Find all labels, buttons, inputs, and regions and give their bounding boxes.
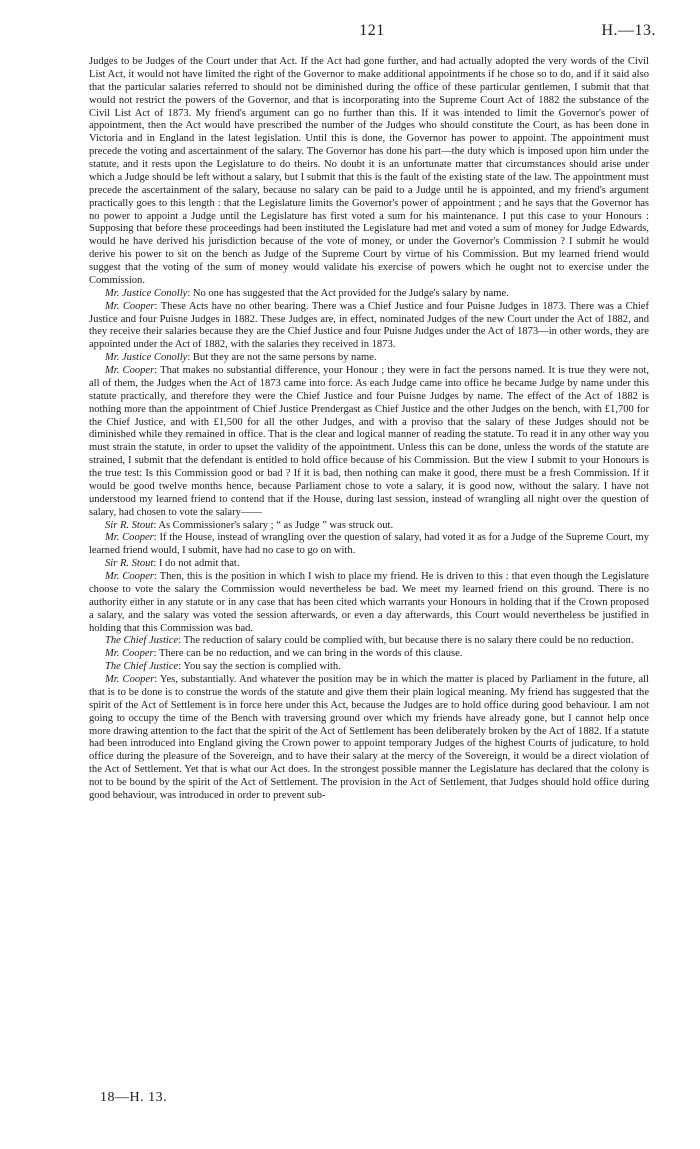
transcript-paragraph xyxy=(89,301,649,353)
transcript-paragraph xyxy=(89,352,649,365)
speaker-name: Mr. Cooper xyxy=(105,648,154,660)
document-reference: H.—13. xyxy=(601,22,656,39)
speaker-name: Sir R. Stout xyxy=(105,558,154,570)
speaker-name: The Chief Justice xyxy=(105,635,179,647)
speaker-name: Mr. Justice Conolly xyxy=(105,287,188,299)
speaker-name: Mr. Justice Conolly xyxy=(105,352,188,364)
transcript-paragraph xyxy=(89,571,649,635)
paragraph-text: : As Commissioner's salary ; “ as Judge ” was struck out. xyxy=(153,519,394,531)
printer-signature: 18—H. 13. xyxy=(100,1090,168,1105)
paragraph-text: : But they are not the same persons by name. xyxy=(187,352,377,364)
speaker-name: Mr. Cooper xyxy=(105,300,155,312)
speaker-name: Sir R. Stout xyxy=(105,519,154,531)
transcript-paragraph xyxy=(89,288,649,301)
paragraph-text: : No one has suggested that the Act provided for the Judge's salary by name. xyxy=(187,287,509,299)
paragraph-text: : These Acts have no other bearing. There was a Chief Justice and four Puisne Judges in 1873. There was a Chief Justice and four Puisne Judges in 1882. These Judges are, in effect, nominated Judges of the new Court under the Act of 1882, and they receive their salaries because they are the Chief Justice and four Puisne Judges under the Act of 1873—in other words, they are appointed under the Act of 1882, with the salaries they received in 1873. xyxy=(89,300,649,351)
speaker-name: Mr. Cooper xyxy=(105,532,154,544)
transcript-paragraph xyxy=(89,648,649,661)
speaker-name: Mr. Cooper xyxy=(105,674,155,685)
page-number: 121 xyxy=(359,22,385,39)
paragraph-text: Judges to be Judges of the Court under that Act. If the Act had gone further, and had actually adopted the very words of the Civil List Act, it would not have limited the right of the Governor to make additional appointments if he chose so to do, and if it said also that the particular salaries referred to should not be diminished during the office of these particular gentlemen, I submit that that would not restrict the powers of the Governor, and that is incorporating into the Supreme Court Act of 1882 the substance of the Civil List Act of 1873. My friend's argument can go no further than this. If it was intended to limit the Governor's power of appointment, then the Act would have prescribed the number of the Judges who should constitute the Court, as has been done in Victoria and in England in the latest legislation. Until this is done, the Governor has power to appoint. The appointment must precede the voting and ascertainment of the salary. The Governor has done his part—the duty which is imposed upon him under the statute, and it rests upon the Legislature to do theirs. No doubt it is an unfortunate matter that circumstances should arise under which a Judge should be left without a salary, but I submit that this is the fault of the existing state of the law. The appointment must precede the ascertainment of the salary, because no salary can be paid to a Judge until he is appointed, and my friend's argument practically goes to this length : that the Legislature limits the Governor's power of appointment ; and he says that the Governor has no power to appoint a Judge until the Legislature has first voted a sum for his maintenance. I put this case to your Honours : Supposing that before these proceedings had been instituted the Legislature had met and voted a sum of money for Judge Edwards, would he have derived his jurisdiction because of the vote of money, or under the Governor's Commission ? I submit he would derive his power to sit on the bench as Judge of the Supreme Court by virtue of his Commission. But my learned friend would suggest that the voting of the sum of money would validate his exercise of powers which he ought not to exercise under the Commission. xyxy=(89,56,649,286)
paragraph-text: : I do not admit that. xyxy=(153,558,240,570)
paragraph-text: : Then, this is the position in which I wish to place my friend. He is driven to this : that even though the Legislature choose to vote the salary the Commission would nevertheless be bad. We meet my learned friend on this ground. There is no authority either in any statute or in any case that has been cited which warrants your Honours in holding that if the Crown proposed a salary, and the salary was voted the session afterwards, or even a day afterwards, this Court would nevertheless be justified in holding that this Commission was bad. xyxy=(89,571,649,634)
transcript-paragraph xyxy=(89,56,649,288)
paragraph-text: : There can be no reduction, and we can bring in the words of this clause. xyxy=(153,648,463,660)
paragraph-text: : If the House, instead of wrangling over the question of salary, had voted it as for a Judge of the Supreme Court, my learned friend would, I submit, have had no case to go on with. xyxy=(89,532,649,557)
transcript-paragraph xyxy=(89,635,649,648)
transcript-paragraph xyxy=(89,365,649,520)
speaker-name: Mr. Cooper xyxy=(105,365,155,376)
paragraph-text: : The reduction of salary could be complied with, but because there is no salary there could be no reduction. xyxy=(178,635,634,647)
transcript-paragraph xyxy=(89,674,649,803)
speaker-name: Mr. Cooper xyxy=(105,571,154,582)
transcript-paragraph xyxy=(89,661,649,674)
paragraph-text: : That makes no substantial difference, your Honour ; they were in fact the persons named. It is true they were not, all of them, the Judges when the Act of 1873 came into force. As each Judge came into office he became Judge by name under this statute practically, and therefore they were the Chief Justice and four Puisne Judges by name. The effect of the Act of 1882 is nothing more than the appointment of Chief Justice Prendergast as Chief Justice and the other Judges on the bench, with £1,700 for the Chief Justice, and with £1,500 for all the other Judges, and with a proviso that the salary of these Judges should not be diminished while they remained in office. That is the clear and logical manner of reading the statute. To read it in any other way you must strain the statute, in order to upset the validity of the appointment. Unless this can be done, unless the words of the statute are strained, I submit that the defendant is entitled to hold office because of his Commission. But the view I submit to your Honours is the true test: Is this Commission good or bad ? If it is bad, then nothing can make it good, there must be a fresh Commission. If it would be good twelve months hence, because Parliament chose to vote a salary, it is good now, without the salary. I have not understood my learned friend to contend that if the House, during last session, instead of wrangling all night over the question of salary, had chosen to vote the salary—— xyxy=(89,365,649,518)
paragraph-text: : You say the section is complied with. xyxy=(178,661,341,673)
speaker-name: The Chief Justice xyxy=(105,661,179,673)
transcript-paragraph xyxy=(89,532,649,558)
transcript-paragraph xyxy=(89,558,649,571)
transcript-body xyxy=(89,56,649,803)
transcript-paragraph xyxy=(89,520,649,533)
page-header xyxy=(88,22,656,46)
paragraph-text: : Yes, substantially. And whatever the position may be in which the matter is placed by Parliament in the future, all that is to be done is to construe the words of the statute and give them their plain logical meaning. My friend has suggested that the spirit of the Act of Settlement is in force here under this Act, because the Judges are to hold office during good behaviour. I am not going to occupy the time of the Bench with traversing ground over which my friends have already gone, but I cannot help once more drawing attention to the fact that the spirit of the Act of Settlement has been deliberately broken by the Act of 1882. If a statute had been introduced into England giving the Crown power to appoint temporary Judges of the highest Courts of judicature, to hold office during the pleasure of the Sovereign, and to have their salary at the mercy of the Sovereign, it would be a direct violation of the Act of Settlement. Yet that is what our Act does. In the strongest possible manner the Legislature has declared that the colony is not to be bound by the spirit of the Act of Settlement. The provision in the Act of Settlement, that Judges should hold office during good behaviour, was introduced in order to prevent sub- xyxy=(89,674,649,801)
